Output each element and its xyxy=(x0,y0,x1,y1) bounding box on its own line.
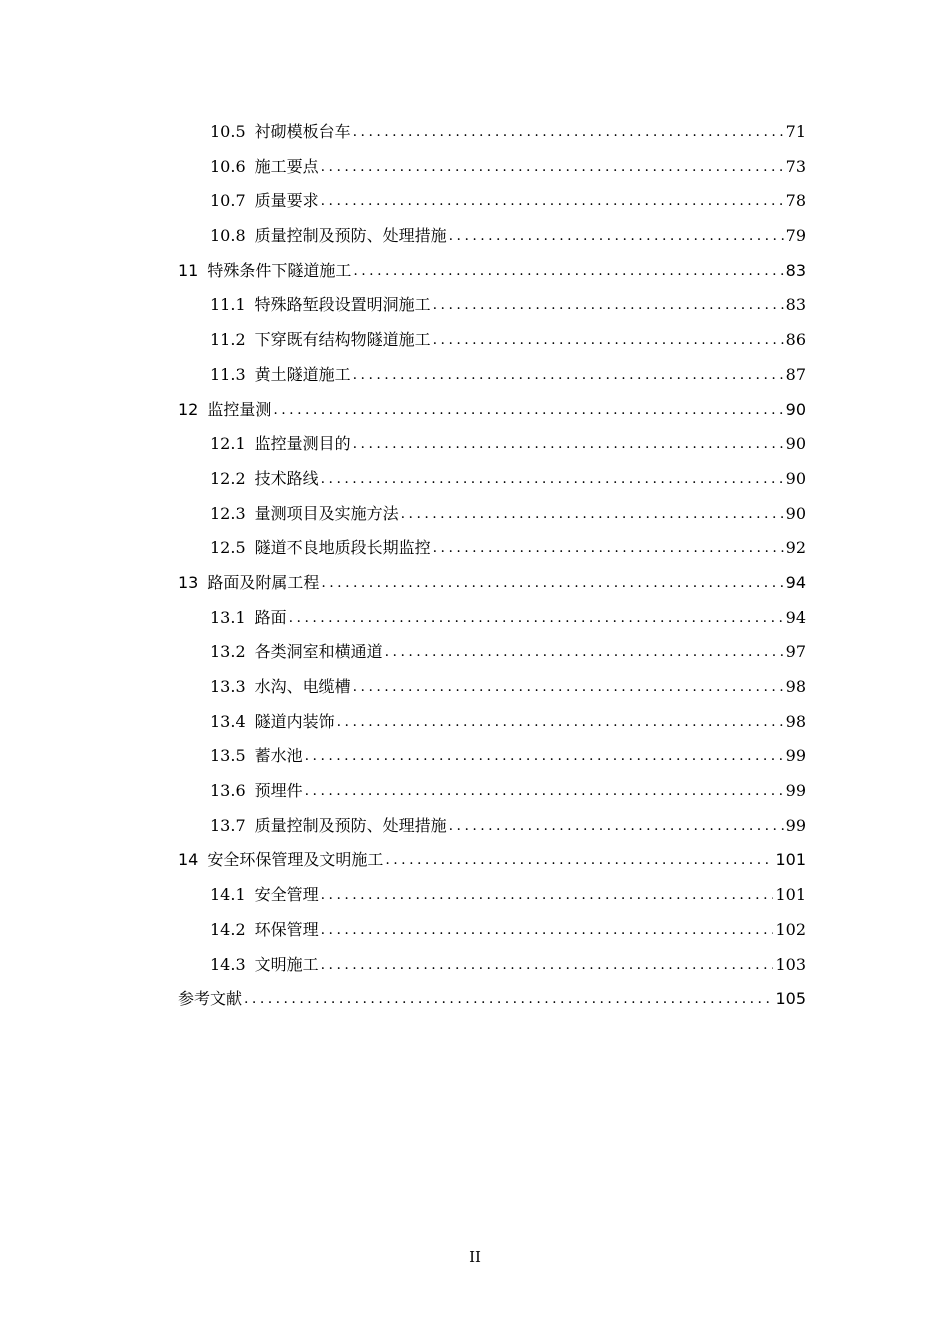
toc-dot-leader xyxy=(321,184,784,219)
toc-entry-page: 90 xyxy=(785,468,806,488)
toc-entry[interactable] xyxy=(178,462,806,497)
toc-entry-page: 99 xyxy=(785,781,806,801)
toc-entry-page: 73 xyxy=(785,156,806,176)
toc-entry[interactable] xyxy=(178,948,806,983)
toc-entry[interactable] xyxy=(178,739,806,774)
toc-entry-title: 路面及附属工程 xyxy=(207,572,320,592)
toc-entry-title: 隧道不良地质段长期监控 xyxy=(254,538,431,558)
toc-entry-title: 量测项目及实施方法 xyxy=(254,503,399,523)
toc-entry-page: 90 xyxy=(785,434,806,454)
toc-entry-number: 10.6 xyxy=(210,156,246,176)
toc-dot-leader xyxy=(433,531,784,566)
toc-entry-page: 102 xyxy=(775,919,806,939)
toc-dot-leader xyxy=(273,393,783,428)
toc-entry[interactable] xyxy=(178,635,806,670)
toc-entry-number: 12.2 xyxy=(210,468,246,488)
toc-entry-page: 97 xyxy=(785,642,806,662)
toc-entry[interactable] xyxy=(178,323,806,358)
toc-entry-page: 99 xyxy=(785,746,806,766)
toc-dot-leader xyxy=(353,358,784,393)
toc-entry-number: 14.1 xyxy=(210,885,246,905)
toc-entry[interactable] xyxy=(178,774,806,809)
toc-entry-number: 13.5 xyxy=(210,746,246,766)
toc-entry[interactable] xyxy=(178,393,806,428)
toc-entry-page: 92 xyxy=(785,538,806,558)
toc-entry[interactable] xyxy=(178,705,806,740)
table-of-contents xyxy=(178,115,806,1017)
toc-entry-number: 14 xyxy=(178,850,199,870)
toc-entry-page: 98 xyxy=(785,677,806,696)
toc-entry-number: 12.5 xyxy=(210,538,246,558)
toc-entry[interactable] xyxy=(178,427,806,462)
toc-entry[interactable] xyxy=(178,809,806,844)
toc-entry-page: 87 xyxy=(785,364,806,384)
toc-dot-leader xyxy=(321,566,783,601)
toc-entry-title: 文明施工 xyxy=(254,954,319,974)
toc-entry-number: 11 xyxy=(178,260,199,280)
toc-entry-page: 79 xyxy=(785,226,806,246)
toc-dot-leader xyxy=(353,670,784,705)
toc-entry-title: 技术路线 xyxy=(254,468,319,488)
toc-entry-title: 环保管理 xyxy=(254,919,319,939)
toc-entry-title: 水沟、电缆槽 xyxy=(254,677,351,696)
toc-entry-title: 黄土隧道施工 xyxy=(254,364,351,384)
toc-entry-page: 71 xyxy=(785,122,806,141)
toc-dot-leader xyxy=(305,739,784,774)
toc-entry-number: 13 xyxy=(178,572,199,592)
toc-entry-page: 83 xyxy=(785,295,806,315)
toc-entry-number: 10.5 xyxy=(210,122,246,141)
toc-entry[interactable] xyxy=(178,878,806,913)
toc-entry[interactable] xyxy=(178,497,806,532)
toc-entry-page: 99 xyxy=(785,815,806,835)
toc-dot-leader xyxy=(321,462,784,497)
toc-entry-number: 12.1 xyxy=(210,434,246,454)
toc-entry-page: 90 xyxy=(785,399,806,419)
toc-entry[interactable] xyxy=(178,566,806,601)
toc-entry-title: 路面 xyxy=(254,607,287,627)
toc-dot-leader xyxy=(433,323,784,358)
toc-entry-page: 105 xyxy=(775,989,806,1009)
toc-entry-page: 94 xyxy=(785,572,806,592)
toc-entry-page: 90 xyxy=(785,503,806,523)
toc-entry[interactable] xyxy=(178,913,806,948)
toc-entry-title: 质量要求 xyxy=(254,191,319,211)
toc-dot-leader xyxy=(289,601,784,636)
toc-entry-page: 86 xyxy=(785,330,806,350)
page-number-footer: II xyxy=(469,1248,481,1266)
toc-entry[interactable] xyxy=(178,843,806,878)
toc-entry[interactable] xyxy=(178,219,806,254)
toc-dot-leader xyxy=(353,115,784,150)
toc-dot-leader xyxy=(385,843,773,878)
toc-entry-title: 各类洞室和横通道 xyxy=(254,642,383,662)
toc-entry-page: 83 xyxy=(785,260,806,280)
toc-entry[interactable] xyxy=(178,982,806,1017)
toc-entry-number: 12.3 xyxy=(210,503,246,523)
toc-dot-leader xyxy=(321,150,784,185)
toc-dot-leader xyxy=(449,809,784,844)
toc-entry-number: 13.3 xyxy=(210,677,246,696)
toc-entry-page: 78 xyxy=(785,191,806,211)
toc-dot-leader xyxy=(353,427,784,462)
toc-entry-title: 蓄水池 xyxy=(254,746,303,766)
toc-dot-leader xyxy=(353,254,783,289)
toc-entry-number: 11.1 xyxy=(210,295,246,315)
toc-entry-page: 101 xyxy=(775,850,806,870)
toc-dot-leader xyxy=(305,774,784,809)
toc-entry[interactable] xyxy=(178,254,806,289)
toc-entry-number: 13.6 xyxy=(210,781,246,801)
toc-entry-title: 质量控制及预防、处理措施 xyxy=(254,226,447,246)
toc-entry-number: 13.7 xyxy=(210,815,246,835)
toc-dot-leader xyxy=(337,705,784,740)
toc-entry-page: 94 xyxy=(785,607,806,627)
toc-dot-leader xyxy=(321,878,774,913)
toc-entry[interactable] xyxy=(178,288,806,323)
toc-entry-number: 14.2 xyxy=(210,919,246,939)
toc-entry-number: 13.2 xyxy=(210,642,246,662)
toc-entry-title: 监控量测目的 xyxy=(254,434,351,454)
toc-entry-title: 参考文献 xyxy=(178,989,243,1009)
toc-entry-title: 下穿既有结构物隧道施工 xyxy=(254,330,431,350)
toc-dot-leader xyxy=(449,219,784,254)
toc-entry-title: 质量控制及预防、处理措施 xyxy=(254,815,447,835)
toc-entry-title: 监控量测 xyxy=(207,399,272,419)
toc-entry[interactable] xyxy=(178,358,806,393)
toc-dot-leader xyxy=(385,635,784,670)
toc-entry-title: 施工要点 xyxy=(254,156,319,176)
toc-entry-title: 预埋件 xyxy=(254,781,303,801)
toc-entry-number: 10.7 xyxy=(210,191,246,211)
toc-dot-leader xyxy=(401,497,784,532)
toc-entry-title: 特殊条件下隧道施工 xyxy=(207,260,352,280)
toc-entry-title: 衬砌模板台车 xyxy=(254,122,351,141)
toc-dot-leader xyxy=(433,288,784,323)
toc-entry-page: 101 xyxy=(775,885,806,905)
toc-entry-number: 13.4 xyxy=(210,711,246,731)
toc-entry-page: 98 xyxy=(785,711,806,731)
toc-entry-title: 安全管理 xyxy=(254,885,319,905)
toc-entry[interactable] xyxy=(178,670,806,705)
toc-entry[interactable] xyxy=(178,531,806,566)
toc-entry[interactable] xyxy=(178,115,806,150)
toc-entry-number: 10.8 xyxy=(210,226,246,246)
toc-entry-number: 11.2 xyxy=(210,330,246,350)
toc-entry-number: 13.1 xyxy=(210,607,246,627)
toc-entry-page: 103 xyxy=(775,954,806,974)
toc-dot-leader xyxy=(244,982,773,1017)
toc-entry[interactable] xyxy=(178,150,806,185)
toc-entry[interactable] xyxy=(178,184,806,219)
toc-entry[interactable] xyxy=(178,601,806,636)
toc-entry-number: 14.3 xyxy=(210,954,246,974)
toc-entry-number: 12 xyxy=(178,399,199,419)
toc-dot-leader xyxy=(321,948,774,983)
toc-entry-title: 安全环保管理及文明施工 xyxy=(207,850,384,870)
toc-dot-leader xyxy=(321,913,774,948)
toc-entry-title: 特殊路堑段设置明洞施工 xyxy=(254,295,431,315)
toc-entry-title: 隧道内装饰 xyxy=(254,711,335,731)
toc-entry-number: 11.3 xyxy=(210,364,246,384)
